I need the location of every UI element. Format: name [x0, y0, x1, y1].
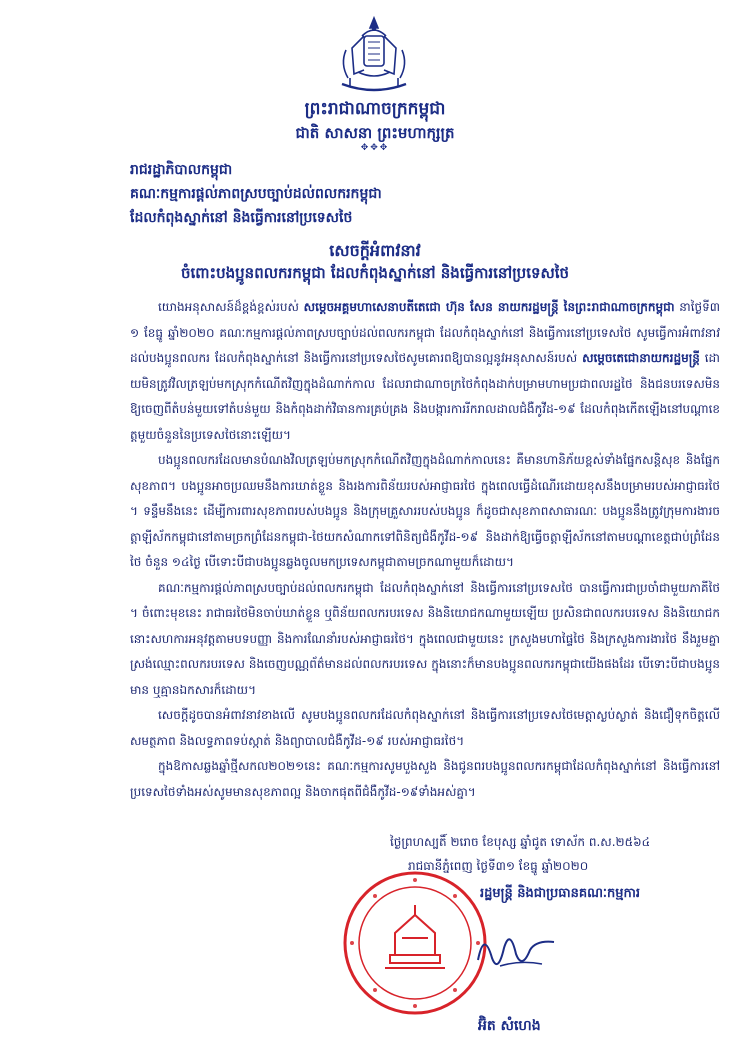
document-body [130, 295, 720, 805]
issuer-government: រាជរដ្ឋាភិបាលកម្ពុជា [130, 162, 233, 178]
issuer-committee: គណៈកម្មការផ្ដល់ភាពស្របច្បាប់ដល់ពលករកម្ពុជា [130, 186, 382, 202]
place-date: រាជធានីភ្នំពេញ ថ្ងៃទី៣១ ខែធ្នូ ឆ្នាំ២០២០ [408, 859, 589, 873]
national-motto: ជាតិ សាសនា ព្រះមហាក្សត្រ [295, 124, 455, 142]
paragraph-4: សេចក្ដីដូចបានអំពាវនាវខាងលើ សូមបងប្អូនពលករដែលកំពុងស្នាក់នៅ និងធ្វើការនៅប្រទេសថៃមេត្តាស្ងប់ស្ងាត់ និងជឿទុកចិត្តលើសមត្ថភាព និងលទ្ធភាពទប់ស្កាត់ និងព្យាបាលជំងឺកូវីដ-១៩ របស់អាជ្ញាធរថៃ។ [130, 708, 720, 748]
header-separator: ✥✥✥ [360, 143, 390, 153]
paragraph-3: គណៈកម្មការផ្ដល់ភាពស្របច្បាប់ដល់ពលករកម្ពុជា ដែលកំពុងស្នាក់នៅ និងធ្វើការនៅប្រទេសថៃ បានធ្វើការជាប្រចាំជាមួយភាគីថៃ។ ចំពោះមុខនេះ រាជាធរថៃមិនចាប់ឃាត់ខ្លួន ឬពិន័យពលករបរទេស និងនិយោជកណាមួយឡើយ ប្រសិនជាពលករបរទេស និងនិយោជកនោះសហការអនុវត្តតាមបទបញ្ញា និងការណែនាំរបស់អាជ្ញាធរថៃ។ ក្នុងពេលជាមួយនេះ ក្រសួងមហាផ្ទៃថៃ និងក្រសួងការងារថៃ នឹងរួមគ្នាស្រង់ឈ្មោះពលករបរទេស និងចេញបណ្ណព័ត៌មានដល់ពលករបរទេស ក្នុងនោះក៏មានបងប្អូនពលករកម្ពុជាយើងផងដែរ បើទោះបីជាបងប្អូនមាន ឬគ្មានឯកសារក៏ដោយ។ [130, 580, 720, 697]
issuer-committee-scope: ដែលកំពុងស្នាក់នៅ និងធ្វើការនៅប្រទេសថៃ [130, 210, 353, 226]
paragraph-1: យោងអនុសាសន៍ដ៏ខ្ពង់ខ្ពស់របស់ សម្ដេចអគ្គមហាសេនាបតីតេជោ ហ៊ុន សែន នាយករដ្ឋមន្ត្រី នៃព្រះរាជាណាចក្រកម្ពុជា នាថ្ងៃទី៣១ ខែធ្នូ ឆ្នាំ២០២០ គណៈកម្មការផ្ដល់ភាពស្របច្បាប់ដល់ពលករកម្ពុជា ដែលកំពុងស្នាក់នៅ និងធ្វើការនៅប្រទេសថៃ សូមធ្វើការអំពាវនាវដល់បងប្អូនពលករ ដែលកំពុងស្នាក់នៅ និងធ្វើការនៅប្រទេសថៃសូមគោរពឱ្យបានល្អនូវអនុសាសន៍របស់ សម្ដេចតេជោនាយករដ្ឋមន្ត្រី ដោយមិនត្រូវវិលត្រឡប់មកស្រុកកំណើតវិញក្នុងដំណាក់កាល ដែលរាជាណាចក្រថៃកំពុងដាក់បម្រាមហាមប្រជាពលរដ្ឋថៃ និងជនបរទេសមិនឱ្យចេញពីតំបន់មួយទៅតំបន់មួយ និងកំពុងដាក់វិធានការគ្រប់គ្រង និងបង្ការការរីករាលដាលជំងឺកូវីដ-១៩ ដែលកំពុងកើតឡើងនៅបណ្ដាខេត្តមួយចំនួននៃប្រទេសថៃនោះឡើយ។ [130, 300, 720, 442]
royal-coat-of-arms-icon [324, 14, 424, 96]
paragraph-2: បងប្អូនពលករដែលមានបំណងវិលត្រឡប់មកស្រុកកំណើតវិញក្នុងដំណាក់កាលនេះ គឺមានហានិភ័យខ្ពស់ទាំងផ្នែកសន្ដិសុខ និងផ្នែកសុខភាព។ បងប្អូនអាចប្រឈមនឹងការឃាត់ខ្លួន និងរងការពិន័យរបស់អាជ្ញាធរថៃ ក្នុងពេលធ្វើដំណើរដោយខុសនឹងបម្រាមរបស់អាជ្ញាធរថៃ។ ទន្ទឹមនឹងនេះ ដើម្បីការពារសុខភាពរបស់បងប្អូន និងក្រុមគ្រួសាររបស់បងប្អូន ក៏ដូចជាសុខភាពសាធារណៈ បងប្អូននឹងត្រូវក្រុមការងារចត្ដាឡីស័កកម្ពុជានៅតាមច្រកព្រំដែនកម្ពុជា-ថៃយកសំណាកទៅពិនិត្យជំងឺកូវីដ-១៩ និងដាក់ឱ្យធ្វើចត្ដាឡីស័កនៅតាមបណ្ដាខេត្តជាប់ព្រំដែនថៃ ចំនួន ១៤ថ្ងៃ បើទោះបីជាបងប្អូនឆ្លងចូលមកប្រទេសកម្ពុជាតាមច្រកណាមួយក៏ដោយ។ [130, 453, 720, 569]
signer-title: រដ្ឋមន្ត្រី និងជាប្រធានគណៈកម្មការ [480, 886, 641, 901]
signer-name: អ៊ិត សំហេង [478, 1018, 541, 1034]
document-subtitle: ចំពោះបងប្អូនពលករកម្ពុជា ដែលកំពុងស្នាក់នៅ និងធ្វើការនៅប្រទេសថៃ [180, 264, 570, 282]
handwritten-signature [470, 920, 560, 980]
paragraph-5: ក្នុងឱកាសឆ្លងឆ្នាំថ្មីសកល២០២១នេះ គណៈកម្មការសូមបួងសួង និងជូនពរបងប្អូនពលករកម្ពុជាដែលកំពុងស្នាក់នៅ និងធ្វើការនៅប្រទេសថៃទាំងអស់សូមមានសុខភាពល្អ និងចាកផុតពីជំងឺកូវីដ-១៩ទាំងអស់គ្នា។ [130, 759, 720, 799]
ministry-seal-icon [340, 868, 490, 1018]
kingdom-heading: ព្រះរាជាណាចក្រកម្ពុជា [304, 99, 446, 119]
document-title: សេចក្ដីអំពាវនាវ [329, 241, 421, 260]
lunar-date: ថ្ងៃព្រហស្បតិ៍ ២រោច ខែបុស្ស ឆ្នាំជូត ទោស័ក ព.ស.២៥៦៤ [390, 835, 651, 849]
